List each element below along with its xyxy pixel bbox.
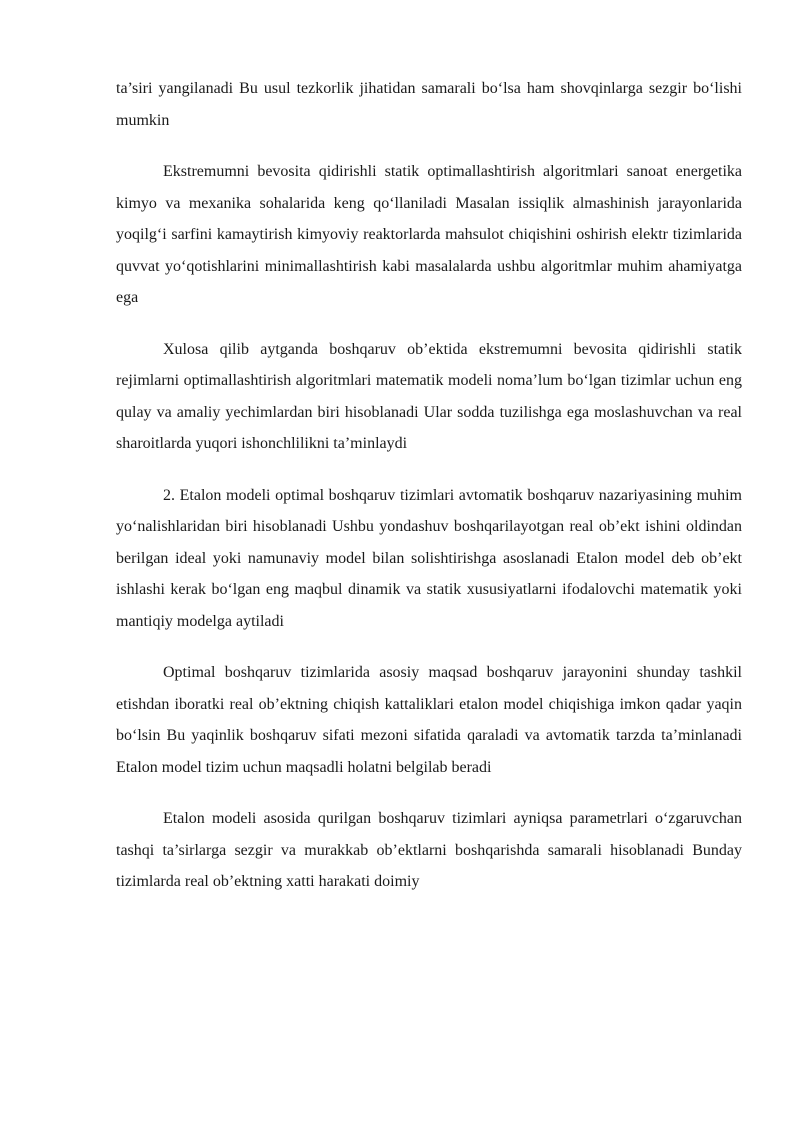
paragraph-reference-model-systems: Etalon modeli asosida qurilgan boshqaruv tizimlari ayniqsa parametrlari o‘zgaruvchan tashqi ta’sirlarga sezgir va murakkab ob’ektlarni boshqarishda samarali hisoblanadi Bunday tizimlarda real ob’ektning xatti harakati doimiy xyxy=(116,810,742,890)
paragraph-section-2-intro: 2. Etalon modeli optimal boshqaruv tizimlari avtomatik boshqaruv nazariyasining muhim yo‘nalishlaridan biri hisoblanadi Ushbu yondashuv boshqarilayotgan real ob’ekt ishini oldindan berilgan ideal yoki namunaviy model bilan solishtirishga asoslanadi Etalon model deb ob’ekt ishlashi kerak bo‘lgan eng maqbul dinamik va statik xususiyatlarni ifodalovchi matematik yoki mantiqiy modelga aytiladi xyxy=(116,486,742,630)
paragraph-applications: Ekstremumni bevosita qidirishli statik optimallashtirish algoritmlari sanoat energetika kimyo va mexanika sohalarida keng qo‘llaniladi Masalan issiqlik almashinish jarayonlarida yoqilg‘i sarfini kamaytirish kimyoviy reaktorlarda mahsulot chiqishini oshirish elektr tizimlarida quvvat yo‘qotishlarini minimallashtirish kabi masalalarda ushbu algoritmlar muhim ahamiyatga ega xyxy=(116,163,742,306)
paragraph-continuation: ta’siri yangilanadi Bu usul tezkorlik jihatidan samarali bo‘lsa ham shovqinlarga sezgir bo‘lishi mumkin xyxy=(116,80,742,129)
paragraph-optimal-goal: Optimal boshqaruv tizimlarida asosiy maqsad boshqaruv jarayonini shunday tashkil etishdan iboratki real ob’ektning chiqish kattaliklari etalon model chiqishiga imkon qadar yaqin bo‘lsin Bu yaqinlik boshqaruv sifati mezoni sifatida qaraladi va avtomatik tarzda ta’minlanadi Etalon model tizim uchun maqsadli holatni belgilab beradi xyxy=(116,664,742,776)
paragraph-conclusion: Xulosa qilib aytganda boshqaruv ob’ektida ekstremumni bevosita qidirishli statik rejimlarni optimallashtirish algoritmlari matematik modeli noma’lum bo‘lgan tizimlar uchun eng qulay va amaliy yechimlardan biri hisoblanadi Ular sodda tuzilishga ega moslashuvchan va real sharoitlarda yuqori ishonchlilikni ta’minlaydi xyxy=(116,340,742,452)
document-body xyxy=(116,73,742,918)
